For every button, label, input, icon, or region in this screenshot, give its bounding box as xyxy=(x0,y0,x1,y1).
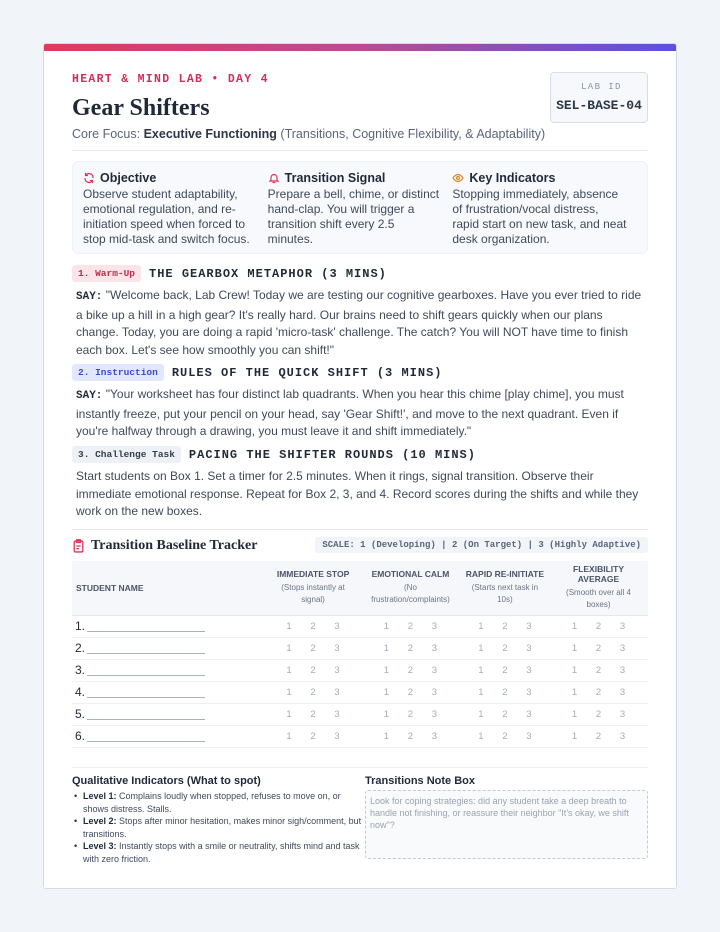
score-option[interactable]: 3 xyxy=(431,664,438,676)
score-option[interactable]: 2 xyxy=(310,708,316,720)
score-option[interactable]: 1 xyxy=(383,730,390,742)
score-option[interactable]: 3 xyxy=(334,708,340,720)
score-option[interactable]: 3 xyxy=(431,730,438,742)
list-item xyxy=(72,815,362,840)
level-text: Instantly stops with a smile or neutrality, shifts mind and task with zero friction. xyxy=(83,841,360,864)
page-title: Gear Shifters xyxy=(72,95,210,121)
score-option[interactable]: 2 xyxy=(310,642,316,654)
score-option[interactable]: 2 xyxy=(502,664,508,676)
score-option[interactable]: 1 xyxy=(571,664,578,676)
refresh-icon xyxy=(83,172,95,184)
score-option[interactable]: 1 xyxy=(383,642,390,654)
score-option[interactable]: 3 xyxy=(431,708,438,720)
row-number: 3. xyxy=(75,663,86,677)
section-tag: 3. Challenge Task xyxy=(72,446,181,463)
score-option[interactable]: 3 xyxy=(334,730,340,742)
score-option[interactable]: 3 xyxy=(334,686,340,698)
score-option[interactable]: 2 xyxy=(310,686,316,698)
score-cell xyxy=(461,703,549,725)
tracker-table xyxy=(72,561,648,748)
section-tag: 1. Warm-Up xyxy=(72,265,141,282)
section-text: "Welcome back, Lab Crew! Today we are testing our cognitive gearboxes. Have you ever tried to ride a bike up a hill in a high gear? It's really hard. Our brains need to shift gears quickly when our plans change. Today, you are doing a rapid 'micro-task' challenge. The catch? You will NOT have time to finish each box. Let's see how smoothly you can shift!" xyxy=(76,288,642,357)
table-row xyxy=(72,637,648,659)
list-item xyxy=(72,840,362,865)
score-option[interactable]: 2 xyxy=(407,730,414,742)
score-option[interactable]: 2 xyxy=(595,620,602,632)
score-option[interactable]: 3 xyxy=(334,620,340,632)
score-option[interactable]: 2 xyxy=(502,686,508,698)
score-option[interactable]: 2 xyxy=(595,642,602,654)
worksheet-page xyxy=(43,43,677,889)
name-line[interactable] xyxy=(87,697,205,698)
divider xyxy=(72,767,648,768)
qualitative-indicators xyxy=(72,775,362,865)
score-option[interactable]: 3 xyxy=(619,620,626,632)
score-option[interactable]: 1 xyxy=(383,620,390,632)
score-option[interactable]: 3 xyxy=(619,642,626,654)
section-title: THE GEARBOX METAPHOR (3 MINS) xyxy=(149,266,387,281)
row-number: 4. xyxy=(75,685,86,699)
card-text: Prepare a bell, chime, or distinct hand-clap. You will trigger a transition shift every 2.5 minutes. xyxy=(267,187,440,246)
lab-id-box xyxy=(550,72,648,123)
level-label: Level 1: xyxy=(83,791,117,801)
bell-icon xyxy=(268,172,280,184)
score-option[interactable]: 2 xyxy=(407,686,414,698)
card-text: Stopping immediately, absence of frustration/vocal distress, rapid start on new task, and neat desk organization. xyxy=(452,187,627,246)
score-cell xyxy=(549,681,648,703)
card-title: Objective xyxy=(100,171,157,185)
row-number: 1. xyxy=(75,619,86,633)
score-option[interactable]: 1 xyxy=(383,708,390,720)
notes-section xyxy=(365,775,648,859)
student-name-cell[interactable] xyxy=(72,637,266,659)
list-item xyxy=(72,790,362,815)
gradient-top-bar xyxy=(44,44,676,51)
core-focus-label: Core Focus: xyxy=(72,127,141,141)
card-text: Observe student adaptability, emotional regulation, and re-initiation speed when forced to stop mid-task and switch focus. xyxy=(83,187,250,246)
column-title: IMMEDIATE STOP xyxy=(276,569,350,580)
score-option[interactable]: 1 xyxy=(571,642,578,654)
score-option[interactable]: 1 xyxy=(286,620,292,632)
say-label: SAY: xyxy=(76,390,103,402)
student-name-cell[interactable] xyxy=(72,681,266,703)
section-title: RULES OF THE QUICK SHIFT (3 MINS) xyxy=(171,365,443,380)
score-cell xyxy=(461,615,549,637)
score-option[interactable]: 2 xyxy=(502,620,508,632)
core-focus-rest: (Transitions, Cognitive Flexibility, & Adaptability) xyxy=(280,127,546,141)
score-option[interactable]: 3 xyxy=(619,686,626,698)
section-instruction xyxy=(72,364,648,441)
score-option[interactable]: 3 xyxy=(334,642,340,654)
score-cell xyxy=(360,725,461,747)
section-body xyxy=(72,468,648,521)
score-option[interactable]: 2 xyxy=(310,620,316,632)
score-option[interactable]: 3 xyxy=(619,664,626,676)
section-body xyxy=(72,386,648,441)
say-label: SAY: xyxy=(76,291,103,303)
score-option[interactable]: 1 xyxy=(571,708,578,720)
score-cell xyxy=(266,637,360,659)
score-option[interactable]: 2 xyxy=(595,686,602,698)
lab-id-label: LAB ID xyxy=(581,82,622,92)
card-title: Key Indicators xyxy=(469,171,556,185)
table-row xyxy=(72,681,648,703)
level-label: Level 2: xyxy=(83,816,117,826)
score-option[interactable]: 2 xyxy=(595,730,602,742)
score-option[interactable]: 2 xyxy=(502,642,508,654)
row-number: 5. xyxy=(75,707,86,721)
column-sub: (No frustration/complaints) xyxy=(371,583,450,605)
qualitative-title: Qualitative Indicators (What to spot) xyxy=(72,775,261,787)
score-option[interactable]: 3 xyxy=(526,664,532,676)
score-cell xyxy=(549,615,648,637)
score-option[interactable]: 1 xyxy=(286,708,292,720)
score-option[interactable]: 2 xyxy=(595,664,602,676)
score-cell xyxy=(360,615,461,637)
score-option[interactable]: 3 xyxy=(431,620,438,632)
score-cell xyxy=(549,725,648,747)
column-sub: (Smooth over all 4 boxes) xyxy=(566,588,631,610)
tracker-title-text: Transition Baseline Tracker xyxy=(91,538,258,553)
table-row xyxy=(72,615,648,637)
info-cards xyxy=(72,161,648,254)
score-option[interactable]: 2 xyxy=(310,730,316,742)
score-option[interactable]: 1 xyxy=(478,730,484,742)
score-option[interactable]: 3 xyxy=(619,708,626,720)
score-cell xyxy=(549,703,648,725)
score-option[interactable]: 1 xyxy=(478,664,484,676)
lab-id-value: SEL-BASE-04 xyxy=(556,98,642,113)
score-cell xyxy=(266,725,360,747)
name-line[interactable] xyxy=(87,653,205,654)
score-option[interactable]: 2 xyxy=(595,708,602,720)
column-header xyxy=(266,561,360,615)
eye-icon xyxy=(452,172,464,184)
score-option[interactable]: 3 xyxy=(619,730,626,742)
score-cell xyxy=(461,659,549,681)
level-text: Stops after minor hesitation, makes minor sigh/comment, but transitions. xyxy=(83,816,362,839)
level-label: Level 3: xyxy=(83,841,117,851)
score-option[interactable]: 1 xyxy=(478,708,484,720)
level-text: Complains loudly when stopped, refuses to move on, or shows distress. Stalls. xyxy=(83,791,341,814)
student-name-cell[interactable] xyxy=(72,725,266,747)
section-challenge xyxy=(72,446,648,521)
card-title: Transition Signal xyxy=(284,171,386,185)
column-header xyxy=(549,561,648,615)
card-transition-signal xyxy=(268,171,453,253)
name-line[interactable] xyxy=(87,631,205,632)
score-option[interactable]: 2 xyxy=(310,664,316,676)
score-option[interactable]: 1 xyxy=(383,686,390,698)
card-objective xyxy=(83,171,268,253)
score-cell xyxy=(266,703,360,725)
score-option[interactable]: 1 xyxy=(478,620,484,632)
score-option[interactable]: 1 xyxy=(286,642,292,654)
score-cell xyxy=(461,637,549,659)
notes-box[interactable]: Look for coping strategies: did any student take a deep breath to handle not finishing, or reassure their neighbor "It's okay, we shift now"? xyxy=(365,790,648,859)
column-header xyxy=(360,561,461,615)
section-text: Start students on Box 1. Set a timer for 2.5 minutes. When it rings, signal transition. Observe their immediate emotional response. Repeat for Box 2, 3, and 4. Record scores during the shifts and while they work on the new boxes. xyxy=(76,469,639,519)
score-option[interactable]: 3 xyxy=(526,686,532,698)
column-sub: (Starts next task in 10s) xyxy=(471,583,539,605)
score-option[interactable]: 2 xyxy=(407,642,414,654)
score-option[interactable]: 2 xyxy=(407,620,414,632)
score-option[interactable]: 3 xyxy=(526,620,532,632)
score-cell xyxy=(266,615,360,637)
score-option[interactable]: 2 xyxy=(407,664,414,676)
core-focus xyxy=(72,127,545,141)
kicker: HEART & MIND LAB • DAY 4 xyxy=(72,73,269,86)
divider xyxy=(72,529,648,530)
tracker-title xyxy=(72,538,257,554)
score-option[interactable]: 3 xyxy=(431,686,438,698)
section-title: PACING THE SHIFTER ROUNDS (10 MINS) xyxy=(188,447,476,462)
column-header xyxy=(461,561,549,615)
score-option[interactable]: 1 xyxy=(286,686,292,698)
column-header-student: STUDENT NAME xyxy=(72,561,266,615)
score-option[interactable]: 3 xyxy=(526,708,532,720)
score-cell xyxy=(360,681,461,703)
scale-legend: SCALE: 1 (Developing) | 2 (On Target) | 3 (Highly Adaptive) xyxy=(315,537,648,553)
card-key-indicators xyxy=(452,171,637,253)
column-title: EMOTIONAL CALM xyxy=(371,569,450,580)
section-body xyxy=(72,287,648,359)
score-cell xyxy=(360,659,461,681)
score-cell xyxy=(461,725,549,747)
score-cell xyxy=(266,681,360,703)
score-option[interactable]: 3 xyxy=(334,664,340,676)
score-cell xyxy=(549,659,648,681)
score-option[interactable]: 3 xyxy=(526,642,532,654)
score-option[interactable]: 1 xyxy=(478,686,484,698)
score-cell xyxy=(360,703,461,725)
column-sub: (Stops instantly at signal) xyxy=(281,583,345,605)
student-name-cell[interactable] xyxy=(72,615,266,637)
row-number: 2. xyxy=(75,641,86,655)
student-name-cell[interactable] xyxy=(72,703,266,725)
score-option[interactable]: 2 xyxy=(502,730,508,742)
score-cell xyxy=(360,637,461,659)
score-option[interactable]: 1 xyxy=(286,664,292,676)
column-title: RAPID RE-INITIATE xyxy=(465,569,544,580)
name-line[interactable] xyxy=(87,719,205,720)
column-title: FLEXIBILITY AVERAGE xyxy=(573,564,624,585)
name-line[interactable] xyxy=(87,741,205,742)
row-number: 6. xyxy=(75,729,86,743)
score-option[interactable]: 2 xyxy=(502,708,508,720)
score-cell xyxy=(461,681,549,703)
score-option[interactable]: 3 xyxy=(431,642,438,654)
clipboard-icon xyxy=(72,539,85,553)
table-row xyxy=(72,703,648,725)
score-option[interactable]: 2 xyxy=(407,708,414,720)
score-cell xyxy=(266,659,360,681)
notes-title: Transitions Note Box xyxy=(365,775,476,787)
score-option[interactable]: 1 xyxy=(571,730,578,742)
score-option[interactable]: 1 xyxy=(286,730,292,742)
core-focus-bold: Executive Functioning xyxy=(143,127,277,141)
score-option[interactable]: 1 xyxy=(383,664,390,676)
score-cell xyxy=(549,637,648,659)
section-warm-up xyxy=(72,265,648,359)
table-row xyxy=(72,725,648,747)
name-line[interactable] xyxy=(87,675,205,676)
score-option[interactable]: 1 xyxy=(478,642,484,654)
student-name-cell[interactable] xyxy=(72,659,266,681)
score-option[interactable]: 1 xyxy=(571,620,578,632)
score-option[interactable]: 1 xyxy=(571,686,578,698)
section-tag: 2. Instruction xyxy=(72,364,164,381)
table-row xyxy=(72,659,648,681)
divider xyxy=(72,150,648,151)
section-text: "Your worksheet has four distinct lab quadrants. When you hear this chime [play chime], you must instantly freeze, put your pencil on your head, say 'Gear Shift!', and move to the next quadrant. Even if you're halfway through a drawing, you must leave it and shift immediately." xyxy=(76,387,624,439)
score-option[interactable]: 3 xyxy=(526,730,532,742)
